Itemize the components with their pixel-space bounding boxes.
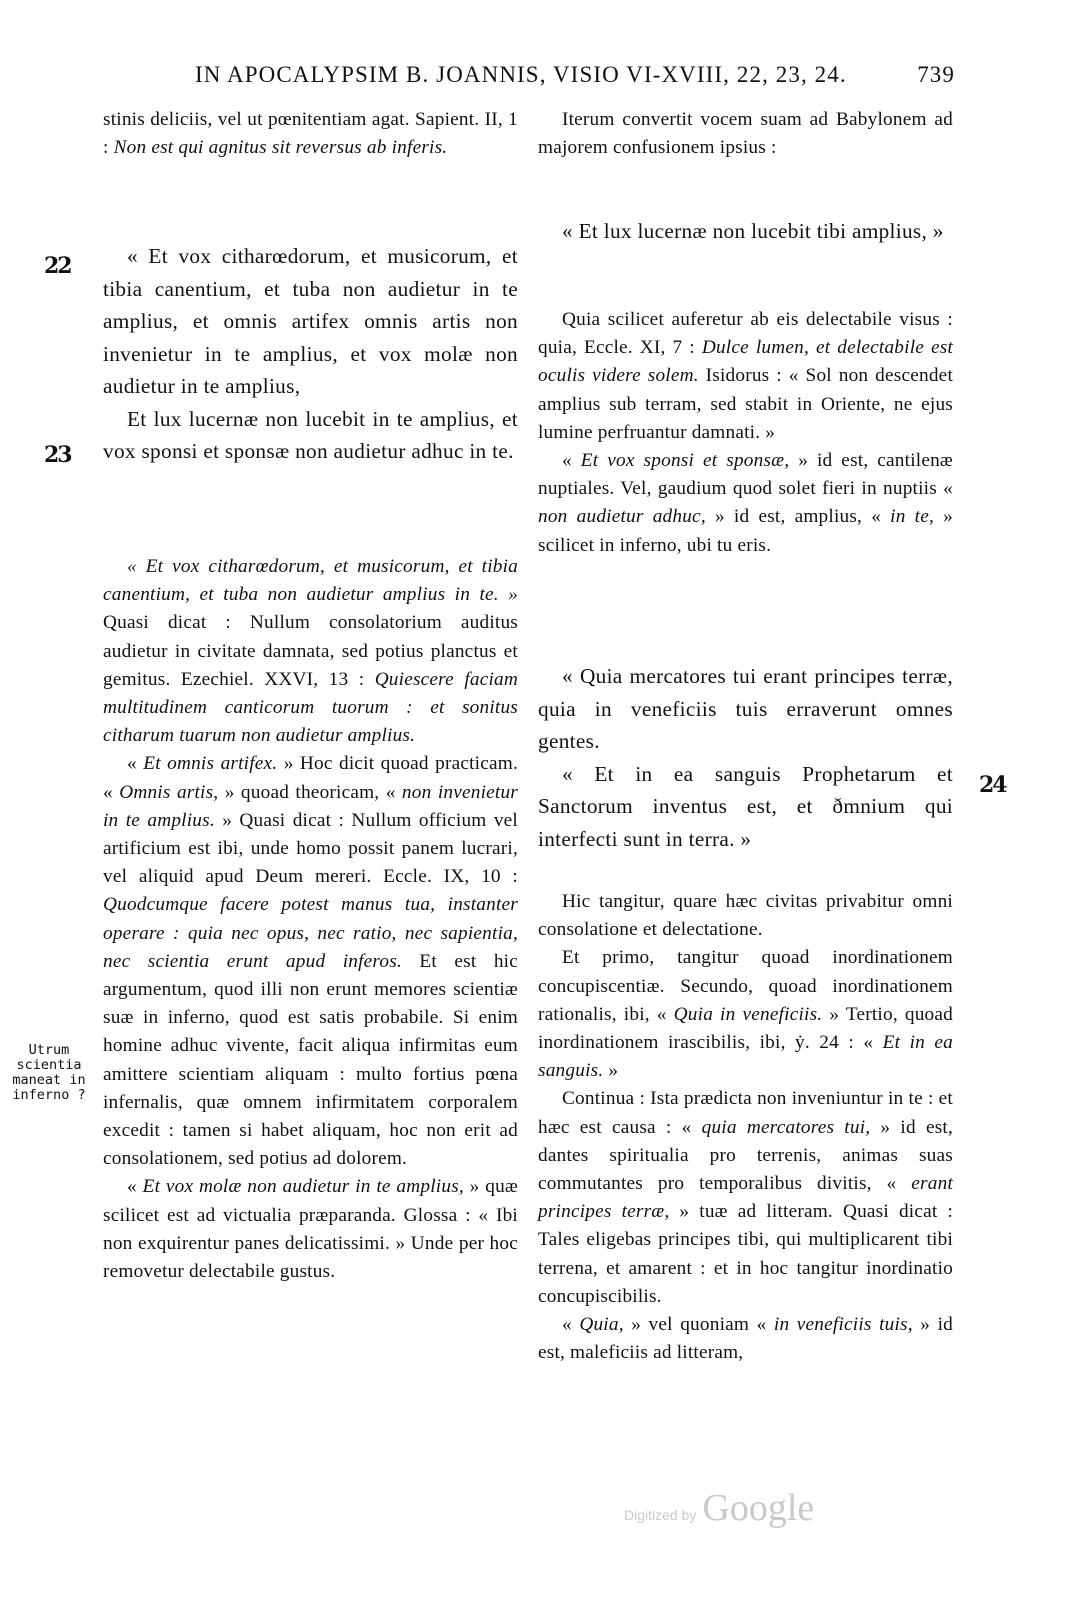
- right-column-commentary-2: [538, 888, 953, 1367]
- italic-quote: Quodcumque facere potest manus tua, instanter operare : quia nec opus, nec ratio, nec sapientia, nec scientia erunt apud inferos.: [103, 894, 518, 972]
- commentary-paragraph: [103, 750, 518, 1173]
- commentary-paragraph: [538, 306, 953, 447]
- text-run: » quoad theoricam, «: [218, 781, 402, 803]
- verse-number-23: 23: [44, 442, 71, 468]
- commentary-paragraph: [538, 447, 953, 560]
- verse-number-24: 24: [979, 772, 1006, 798]
- verse-number-22: 22: [44, 253, 71, 279]
- left-column-verses: [103, 240, 518, 468]
- text-run: » vel quoniam «: [623, 1314, 774, 1336]
- italic-quote: Et omnis artifex.: [143, 753, 278, 775]
- running-title: IN APOCALYPSIM B. JOANNIS, VISIO VI-XVIII, 22, 23, 24.: [195, 62, 847, 87]
- text-run: » Hoc dicit quoad practicam. «: [103, 753, 518, 803]
- text-run: Sapient. II, 1 :: [103, 109, 518, 159]
- commentary-paragraph: [538, 944, 953, 1085]
- text-run: Et est hic argumentum, quod illi non erunt memores scientiæ suæ in inferno, quod est satis probabile. Si enim homine adhuc vivente, facit aliqua infirmitas eum amittere scientiam aliquam : multo fortius pœna infernalis, quæ omnem infirmitatem corporalem excedit : tamen si habet aliquam, hoc non erit ad consolationem, sed potius ad dolorem.: [103, 950, 518, 1170]
- text-run: » id est, amplius, «: [705, 506, 891, 528]
- text-run: Quasi dicat : Nullum consolatorium auditus audietur in civitate damnata, sed potius planctus et gemitus. Ezechiel. XXVI, 13 :: [103, 612, 518, 690]
- text-run: Continua : Ista prædicta non inveniuntur in te : et hæc est causa : «: [538, 1088, 953, 1138]
- commentary-paragraph: [103, 1173, 518, 1286]
- text-run: » tuæ ad litteram. Quasi dicat : Tales eligebas principes tibi, qui multiplicarent tibi terrena, et amarent : et in hoc tangitur inordinatio concupiscibilis.: [538, 1201, 953, 1307]
- italic-quote: Quia,: [579, 1314, 624, 1336]
- watermark-prefix: Digitized by: [624, 1507, 697, 1523]
- text-run: Et primo, tangitur quoad inordinationem concupiscentiæ. Secundo, quoad inordinationem rationalis, ibi, «: [538, 947, 953, 1025]
- left-column-commentary: [103, 553, 518, 1286]
- verse-23-text: Et lux lucernæ non lucebit in te amplius, et vox sponsi et sponsæ non audietur adhuc in te.: [103, 406, 518, 463]
- right-column-verses-23-24: [538, 660, 953, 855]
- margin-note-line: maneat in: [12, 1072, 86, 1088]
- text-run: Isidorus : « Sol non descendet amplius sub terram, sed stabit in Oriente, ne ejus lumine perfruantur damnati. »: [538, 365, 953, 443]
- italic-quote: Omnis artis,: [119, 781, 219, 803]
- text-run: » Quasi dicat : Nullum officium vel artificium est ibi, unde homo possit panem lucrari, vel aliquid apud Deum mereri. Eccle. IX, 10 :: [103, 809, 518, 888]
- italic-quote: quia mercatores tui,: [701, 1116, 871, 1138]
- italic-quote: in te,: [890, 506, 935, 528]
- italic-quote: Quia in veneficiis.: [673, 1003, 823, 1025]
- italic-quote: Et vox sponsi et sponsæ,: [580, 450, 790, 472]
- italic-quote: Dulce lumen, et delectabile est oculis videre solem.: [538, 337, 953, 387]
- commentary-paragraph: [103, 553, 518, 750]
- intro-paragraph: Iterum convertit vocem suam ad Babylonem ad majorem confusionem ipsius :: [538, 109, 953, 159]
- left-column-top: [103, 106, 518, 162]
- verse-24-text: « Et in ea sanguis Prophetarum et Sanctorum inventus est, et ðmnium qui interfecti sunt in terra. »: [538, 761, 953, 851]
- continuation-paragraph: [103, 106, 518, 162]
- right-column-intro: [538, 106, 953, 162]
- margin-note-line: inferno ?: [12, 1087, 86, 1103]
- verse-22-text: « Et vox citharœdorum, et musicorum, et tibia canentium, et tuba non audietur in te amplius, et omnis artifex omnis artis non invenietur in te amplius, et vox molæ non audietur in te amplius,: [103, 244, 518, 398]
- margin-note-line: Utrum: [28, 1042, 70, 1058]
- italic-quote: Quiescere faciam multitudinem canticorum tuorum : et sonitus citharum tuarum non audietur amplius.: [103, 668, 519, 747]
- verse-text: « Quia mercatores tui erant principes terræ, quia in veneficiis tuis erraverunt omnes gentes.: [538, 664, 953, 753]
- italic-quote: non audietur adhuc,: [538, 506, 706, 528]
- italic-quote: in veneficiis tuis,: [773, 1314, 913, 1336]
- text-run: »: [603, 1060, 619, 1082]
- google-logo: Google: [702, 1487, 815, 1529]
- text-run: » id est, dantes spiritualia pro terrenis, animas suas commutantes pro temporalibus divitis, «: [538, 1116, 953, 1195]
- text-run: » quæ scilicet est ad victualia præparanda. Glossa : « Ibi non exquirentur panes delicatissimi. » Unde per hoc removetur delectabile gustus.: [103, 1176, 518, 1283]
- verse-text: « Et lux lucernæ non lucebit tibi amplius, »: [562, 219, 944, 243]
- text-run: «: [562, 450, 581, 472]
- text-run: » id est, cantilenæ nuptiales. Vel, gaudium quod solet fieri in nuptiis «: [538, 450, 953, 500]
- italic-quote: non invenietur in te amplius.: [103, 781, 518, 831]
- commentary-paragraph: Hic tangitur, quare hæc civitas privabitur omni consolatione et delectatione.: [538, 891, 953, 941]
- running-header: [195, 62, 955, 88]
- text-run: » Tertio, quoad inordinationem irascibilis, ibi, ẏ. 24 : «: [538, 1003, 953, 1054]
- italic-quote: erant principes terræ,: [538, 1173, 953, 1223]
- page-number: 739: [917, 62, 955, 87]
- italic-quote: Et vox molæ non audietur in te amplius,: [142, 1176, 464, 1198]
- right-column-verse: [538, 215, 953, 248]
- margin-note: [6, 1043, 92, 1103]
- text-run: «: [562, 1314, 580, 1336]
- margin-note-line: scientia: [16, 1057, 82, 1073]
- text-run: «: [127, 753, 144, 775]
- italic-quote: « Et vox citharœdorum, et musicorum, et tibia canentium, et tuba non audietur amplius in te. »: [103, 556, 518, 606]
- text-run: stinis deliciis, vel ut pœnitentiam agat.: [103, 109, 410, 130]
- commentary-paragraph: [538, 1085, 953, 1311]
- text-run: Quia scilicet auferetur ab eis delectabile visus : quia, Eccle. XI, 7 :: [538, 309, 953, 359]
- commentary-paragraph: [538, 1311, 953, 1367]
- text-run: «: [127, 1176, 143, 1198]
- italic-quote: Non est qui agnitus sit reversus ab inferis.: [113, 137, 448, 159]
- google-watermark: [624, 1486, 814, 1530]
- text-run: » scilicet in inferno, ubi tu eris.: [538, 506, 953, 556]
- italic-quote: Et in ea sanguis.: [538, 1032, 953, 1082]
- text-run: » id est, maleficiis ad litteram,: [538, 1314, 954, 1364]
- right-column-commentary-1: [538, 306, 953, 560]
